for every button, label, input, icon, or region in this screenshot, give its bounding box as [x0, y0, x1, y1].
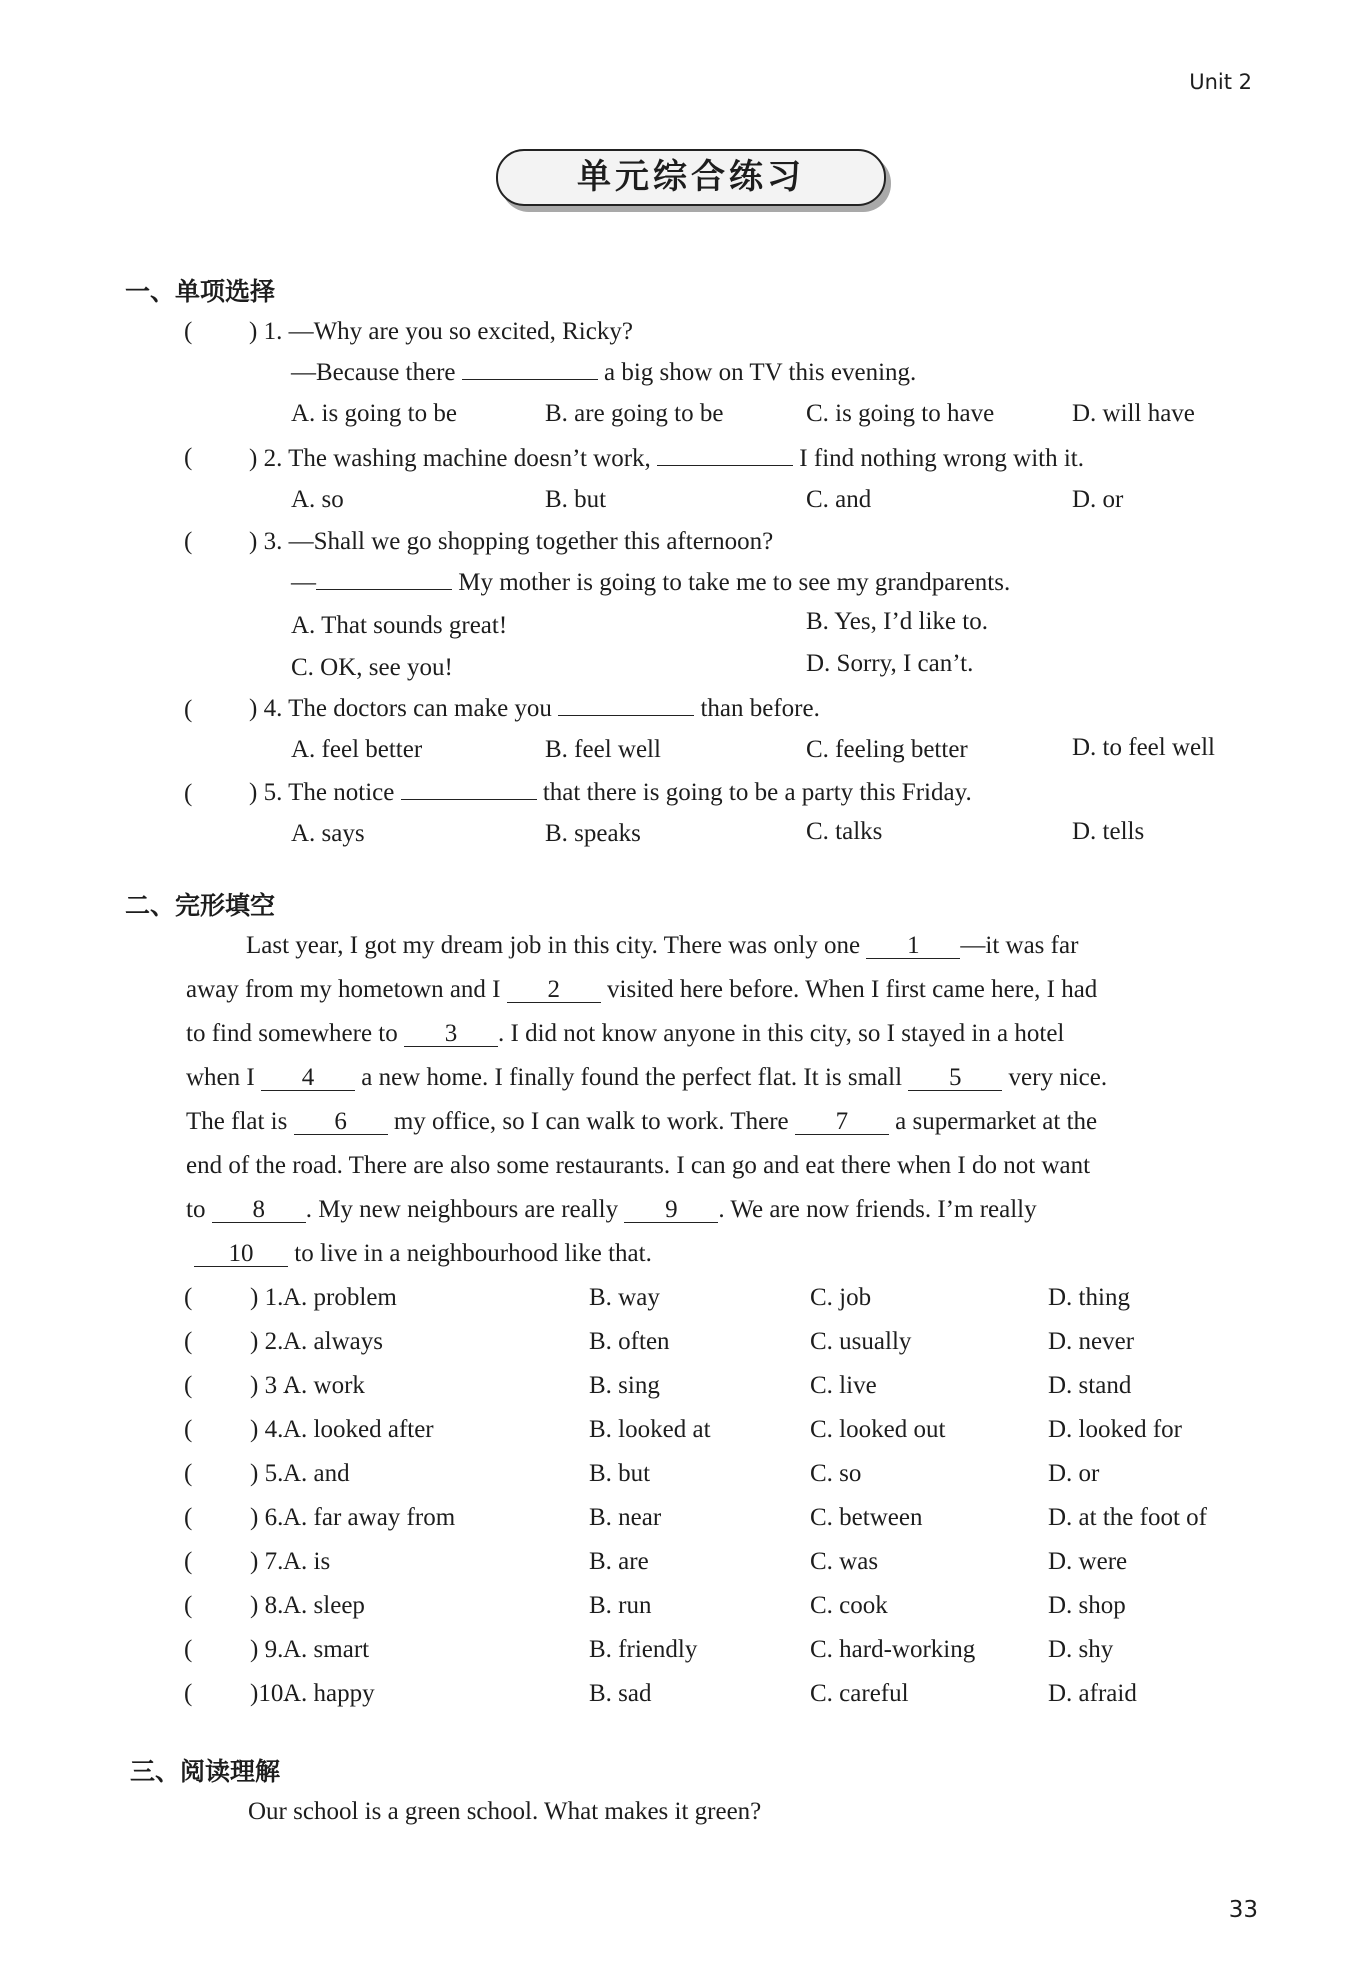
option-a[interactable]: A. feel better — [291, 736, 423, 763]
cloze-option-d[interactable]: D. shop — [1048, 1592, 1126, 1619]
cloze-option-a[interactable]: A. happy — [283, 1680, 375, 1707]
question-text: I find nothing wrong with it. — [799, 445, 1085, 472]
section-heading-single-choice: 一、单项选择 — [125, 277, 276, 306]
option-b[interactable]: B. Yes, I’d like to. — [806, 608, 988, 635]
passage-text: a new home. I finally found the perfect flat. It is small — [361, 1064, 903, 1091]
question-text: —Because there — [291, 359, 456, 386]
passage-text: —it was far — [960, 932, 1079, 959]
passage-text: Last year, I got my dream job in this city. There was only one — [246, 932, 861, 959]
answer-paren[interactable]: ( — [184, 1680, 193, 1707]
passage-text: when I — [186, 1064, 255, 1091]
cloze-option-c[interactable]: C. so — [810, 1460, 862, 1487]
cloze-question-number: ) 2. — [250, 1328, 284, 1355]
question-text: The notice — [288, 779, 395, 806]
passage-text: to — [186, 1196, 206, 1223]
passage-text: my office, so I can walk to work. There — [393, 1108, 789, 1135]
answer-blank[interactable] — [401, 778, 537, 800]
answer-paren[interactable]: ( — [184, 780, 193, 807]
passage-line — [246, 932, 1078, 960]
cloze-option-c[interactable]: C. job — [810, 1284, 872, 1311]
cloze-option-a[interactable]: A. far away from — [283, 1504, 456, 1531]
question-number: ) 5. — [249, 779, 283, 806]
page-title: 单元综合练习 — [496, 149, 886, 206]
cloze-blank[interactable]: 2 — [507, 978, 601, 1003]
cloze-blank[interactable]: 6 — [294, 1110, 388, 1135]
question-stem — [249, 444, 1084, 473]
question-text: — — [291, 569, 316, 596]
unit-label: Unit 2 — [1189, 70, 1252, 94]
cloze-option-a[interactable]: A. problem — [283, 1284, 397, 1311]
cloze-option-c[interactable]: C. careful — [810, 1680, 909, 1707]
cloze-question-number: ) 6. — [250, 1504, 284, 1531]
cloze-option-a[interactable]: A. always — [283, 1328, 383, 1355]
cloze-option-d[interactable]: D. thing — [1048, 1284, 1130, 1311]
page-number: 33 — [1228, 1897, 1258, 1923]
option-d[interactable]: D. tells — [1072, 818, 1145, 845]
passage-line — [186, 1152, 1090, 1180]
option-c[interactable]: C. is going to have — [806, 400, 995, 427]
cloze-blank[interactable]: 4 — [261, 1066, 355, 1091]
answer-paren[interactable]: ( — [184, 1416, 193, 1443]
cloze-option-c[interactable]: C. usually — [810, 1328, 912, 1355]
passage-line — [186, 1064, 1107, 1092]
cloze-option-c[interactable]: C. live — [810, 1372, 877, 1399]
cloze-option-c[interactable]: C. was — [810, 1548, 879, 1575]
cloze-option-c[interactable]: C. looked out — [810, 1416, 946, 1443]
cloze-blank[interactable]: 3 — [404, 1022, 498, 1047]
passage-text: . My new neighbours are really — [305, 1196, 619, 1223]
cloze-option-d[interactable]: D. shy — [1048, 1636, 1114, 1663]
cloze-option-a[interactable]: A. is — [283, 1548, 331, 1575]
answer-paren[interactable]: ( — [184, 444, 193, 471]
cloze-option-b[interactable]: B. but — [589, 1460, 651, 1487]
question-stem — [249, 778, 972, 807]
answer-paren[interactable]: ( — [184, 1460, 193, 1487]
option-d[interactable]: D. to feel well — [1072, 734, 1216, 761]
cloze-blank[interactable]: 7 — [795, 1110, 889, 1135]
question-number: ) 4. — [249, 695, 283, 722]
section-heading-cloze: 二、完形填空 — [125, 891, 276, 920]
cloze-question-number: ) 8. — [250, 1592, 284, 1619]
cloze-option-b[interactable]: B. are — [589, 1548, 649, 1575]
question-stem — [249, 318, 633, 346]
question-line — [291, 568, 1010, 597]
option-a[interactable]: A. says — [291, 820, 365, 847]
cloze-blank[interactable]: 1 — [866, 934, 960, 959]
question-number: ) 3. — [249, 528, 283, 555]
cloze-option-d[interactable]: D. looked for — [1048, 1416, 1182, 1443]
question-stem — [249, 694, 820, 723]
cloze-option-a[interactable]: A. and — [283, 1460, 350, 1487]
reading-intro: Our school is a green school. What makes it green? — [248, 1798, 762, 1825]
cloze-option-a[interactable]: A. smart — [283, 1636, 370, 1663]
cloze-question-number: ) 9. — [250, 1636, 284, 1663]
passage-text: . I did not know anyone in this city, so I stayed in a hotel — [498, 1020, 1065, 1047]
option-c[interactable]: C. feeling better — [806, 736, 968, 763]
passage-line — [194, 1240, 652, 1268]
cloze-option-a[interactable]: A. work — [283, 1372, 365, 1399]
option-c[interactable]: C. talks — [806, 818, 883, 845]
cloze-blank[interactable]: 8 — [212, 1198, 306, 1223]
answer-paren[interactable]: ( — [184, 1592, 193, 1619]
question-text: My mother is going to take me to see my grandparents. — [458, 569, 1011, 596]
option-c[interactable]: C. and — [806, 486, 872, 513]
answer-paren[interactable]: ( — [184, 1504, 193, 1531]
passage-text: to live in a neighbourhood like that. — [294, 1240, 652, 1267]
answer-blank[interactable] — [316, 568, 452, 590]
option-a[interactable]: A. is going to be — [291, 400, 457, 427]
option-a[interactable]: A. so — [291, 486, 344, 513]
cloze-option-b[interactable]: B. sad — [589, 1680, 652, 1707]
passage-text: visited here before. When I first came here, I had — [607, 976, 1098, 1003]
cloze-option-c[interactable]: C. cook — [810, 1592, 888, 1619]
option-b[interactable]: B. speaks — [545, 820, 641, 847]
cloze-option-b[interactable]: B. sing — [589, 1372, 660, 1399]
question-line — [291, 358, 916, 387]
option-c[interactable]: C. OK, see you! — [291, 654, 453, 681]
passage-line — [186, 976, 1097, 1004]
answer-blank[interactable] — [558, 694, 694, 716]
cloze-option-d[interactable]: D. never — [1048, 1328, 1135, 1355]
answer-paren[interactable]: ( — [184, 1284, 193, 1311]
passage-text: . We are now friends. I’m really — [718, 1196, 1037, 1223]
cloze-question-number: )10. — [250, 1680, 290, 1707]
passage-line — [186, 1108, 1097, 1136]
cloze-question-number: ) 4. — [250, 1416, 284, 1443]
cloze-option-d[interactable]: D. stand — [1048, 1372, 1132, 1399]
answer-paren[interactable]: ( — [184, 528, 193, 555]
cloze-option-d[interactable]: D. at the foot of — [1048, 1504, 1207, 1531]
passage-line — [186, 1020, 1064, 1048]
cloze-option-b[interactable]: B. friendly — [589, 1636, 698, 1663]
passage-text: end of the road. There are also some restaurants. I can go and eat there when I do not want — [186, 1152, 1091, 1179]
option-a[interactable]: A. That sounds great! — [291, 612, 508, 639]
cloze-option-c[interactable]: C. between — [810, 1504, 923, 1531]
option-d[interactable]: D. or — [1072, 486, 1124, 513]
cloze-question-number: ) 5. — [250, 1460, 284, 1487]
question-text: The doctors can make you — [288, 695, 552, 722]
answer-paren[interactable]: ( — [184, 1372, 193, 1399]
cloze-blank[interactable]: 10 — [194, 1242, 288, 1267]
cloze-option-b[interactable]: B. often — [589, 1328, 670, 1355]
option-d[interactable]: D. Sorry, I can’t. — [806, 650, 974, 677]
question-text: —Why are you so excited, Ricky? — [288, 318, 633, 345]
passage-line — [186, 1196, 1037, 1224]
passage-text: a supermarket at the — [895, 1108, 1098, 1135]
question-text: a big show on TV this evening. — [604, 359, 917, 386]
section-heading-reading: 三、阅读理解 — [130, 1757, 281, 1786]
option-d[interactable]: D. will have — [1072, 400, 1195, 427]
option-b[interactable]: B. but — [545, 486, 607, 513]
answer-paren[interactable]: ( — [184, 1636, 193, 1663]
passage-text: very nice. — [1008, 1064, 1108, 1091]
option-b[interactable]: B. are going to be — [545, 400, 724, 427]
passage-text: The flat is — [186, 1108, 288, 1135]
answer-paren[interactable]: ( — [184, 1328, 193, 1355]
cloze-option-b[interactable]: B. run — [589, 1592, 652, 1619]
cloze-option-a[interactable]: A. looked after — [283, 1416, 434, 1443]
cloze-option-c[interactable]: C. hard-working — [810, 1636, 976, 1663]
cloze-option-b[interactable]: B. near — [589, 1504, 662, 1531]
cloze-option-b[interactable]: B. way — [589, 1284, 660, 1311]
answer-paren[interactable]: ( — [184, 1548, 193, 1575]
question-number: ) 2. — [249, 445, 283, 472]
answer-blank[interactable] — [657, 444, 793, 466]
question-text: The washing machine doesn’t work, — [288, 445, 651, 472]
answer-paren[interactable]: ( — [184, 318, 193, 345]
question-stem — [249, 528, 773, 556]
cloze-question-number: ) 3 . — [250, 1372, 290, 1399]
question-text: —Shall we go shopping together this afternoon? — [288, 528, 774, 555]
cloze-option-d[interactable]: D. were — [1048, 1548, 1128, 1575]
passage-text: away from my hometown and I — [186, 976, 501, 1003]
answer-paren[interactable]: ( — [184, 696, 193, 723]
cloze-option-d[interactable]: D. or — [1048, 1460, 1100, 1487]
question-number: ) 1. — [249, 318, 283, 345]
cloze-question-number: ) 7. — [250, 1548, 284, 1575]
cloze-option-d[interactable]: D. afraid — [1048, 1680, 1137, 1707]
answer-blank[interactable] — [462, 358, 598, 380]
question-text: that there is going to be a party this Friday. — [542, 779, 972, 806]
passage-text: to find somewhere to — [186, 1020, 398, 1047]
cloze-blank[interactable]: 5 — [908, 1066, 1002, 1091]
option-b[interactable]: B. feel well — [545, 736, 661, 763]
cloze-option-b[interactable]: B. looked at — [589, 1416, 711, 1443]
question-text: than before. — [700, 695, 820, 722]
cloze-option-a[interactable]: A. sleep — [283, 1592, 365, 1619]
cloze-blank[interactable]: 9 — [624, 1198, 718, 1223]
cloze-question-number: ) 1. — [250, 1284, 284, 1311]
